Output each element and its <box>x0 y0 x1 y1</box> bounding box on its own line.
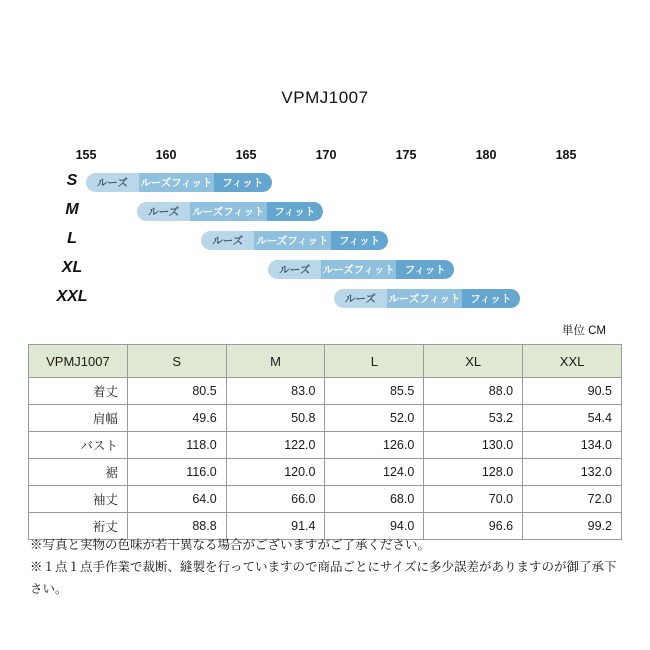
unit-note: 単位 CM <box>561 325 606 337</box>
fit-segment-loosefit: ルーズフィット <box>254 231 331 250</box>
table-cell-value: 128.0 <box>424 459 523 486</box>
table-row-label: 裾 <box>29 459 128 486</box>
fit-segment-fit: フィット <box>396 260 454 279</box>
fit-chart-axis <box>46 148 606 170</box>
fit-bar <box>86 173 272 192</box>
table-header-size-xl: XL <box>424 345 523 378</box>
table-cell-value: 72.0 <box>523 486 622 513</box>
footnote-line: ※１点１点手作業で裁断、縫製を行っていますので商品ごとにサイズに多少誤差がありますのが御了承下さい。 <box>30 559 617 596</box>
fit-segment-fit: フィット <box>267 202 323 221</box>
table-header-size-m: M <box>226 345 325 378</box>
fit-row-size-label: L <box>67 230 77 247</box>
table-cell-value: 66.0 <box>226 486 325 513</box>
fit-row-size-label: S <box>66 172 78 189</box>
table-cell-value: 134.0 <box>523 432 622 459</box>
table-cell-value: 116.0 <box>127 459 226 486</box>
table-row <box>29 432 622 459</box>
table-cell-value: 91.4 <box>226 513 325 540</box>
table-cell-value: 54.4 <box>523 405 622 432</box>
table-cell-value: 83.0 <box>226 378 325 405</box>
table-cell-value: 70.0 <box>424 486 523 513</box>
table-cell-value: 126.0 <box>325 432 424 459</box>
table-row <box>29 405 622 432</box>
size-table-body <box>29 378 622 540</box>
fit-bar <box>334 289 520 308</box>
axis-tick-170: 170 <box>315 148 337 162</box>
axis-tick-180: 180 <box>475 148 497 162</box>
table-row-label: バスト <box>29 432 128 459</box>
fit-row-m <box>46 199 606 228</box>
fit-segment-loose: ルーズ <box>334 289 387 308</box>
table-cell-value: 85.5 <box>325 378 424 405</box>
fit-row-size-label: M <box>65 201 79 218</box>
fit-chart <box>46 148 606 316</box>
table-cell-value: 90.5 <box>523 378 622 405</box>
axis-tick-165: 165 <box>235 148 257 162</box>
table-cell-value: 132.0 <box>523 459 622 486</box>
fit-segment-fit: フィット <box>331 231 389 250</box>
fit-chart-rows <box>46 170 606 315</box>
table-cell-value: 120.0 <box>226 459 325 486</box>
fit-row-xxl <box>46 286 606 315</box>
footnotes <box>30 535 620 601</box>
fit-bar <box>137 202 323 221</box>
table-cell-value: 94.0 <box>325 513 424 540</box>
fit-segment-loosefit: ルーズフィット <box>139 173 214 192</box>
fit-segment-loose: ルーズ <box>137 202 190 221</box>
table-row <box>29 486 622 513</box>
table-row-label: 着丈 <box>29 378 128 405</box>
table-cell-value: 50.8 <box>226 405 325 432</box>
table-header-row <box>29 345 622 378</box>
axis-tick-175: 175 <box>395 148 417 162</box>
fit-segment-loose: ルーズ <box>201 231 254 250</box>
table-header-size-s: S <box>127 345 226 378</box>
table-cell-value: 96.6 <box>424 513 523 540</box>
table-cell-value: 124.0 <box>325 459 424 486</box>
table-cell-value: 122.0 <box>226 432 325 459</box>
axis-tick-155: 155 <box>75 148 97 162</box>
table-cell-value: 53.2 <box>424 405 523 432</box>
table-row <box>29 459 622 486</box>
table-cell-value: 130.0 <box>424 432 523 459</box>
table-cell-value: 88.0 <box>424 378 523 405</box>
fit-segment-loosefit: ルーズフィット <box>321 260 396 279</box>
table-header-size-xxl: XXL <box>523 345 622 378</box>
page-title: VPMJ1007 <box>281 88 369 107</box>
fit-segment-loosefit: ルーズフィット <box>387 289 462 308</box>
table-cell-value: 68.0 <box>325 486 424 513</box>
table-cell-value: 118.0 <box>127 432 226 459</box>
table-cell-value: 52.0 <box>325 405 424 432</box>
table-row-label: 肩幅 <box>29 405 128 432</box>
table-row <box>29 378 622 405</box>
table-row-label: 裄丈 <box>29 513 128 540</box>
fit-segment-fit: フィット <box>462 289 520 308</box>
fit-bar <box>268 260 454 279</box>
fit-row-s <box>46 170 606 199</box>
size-table-head <box>29 345 622 378</box>
table-cell-value: 88.8 <box>127 513 226 540</box>
fit-segment-fit: フィット <box>214 173 272 192</box>
table-cell-value: 64.0 <box>127 486 226 513</box>
table-header-size-l: L <box>325 345 424 378</box>
fit-bar <box>201 231 388 250</box>
table-cell-value: 49.6 <box>127 405 226 432</box>
footnote-line: ※写真と実物の色味が若干異なる場合がございますがご了承ください。 <box>30 538 431 552</box>
fit-segment-loose: ルーズ <box>268 260 321 279</box>
fit-segment-loose: ルーズ <box>86 173 139 192</box>
fit-row-size-label: XL <box>61 259 83 276</box>
table-cell-value: 80.5 <box>127 378 226 405</box>
axis-tick-185: 185 <box>555 148 577 162</box>
table-header-model: VPMJ1007 <box>29 345 128 378</box>
fit-row-xl <box>46 257 606 286</box>
table-row-label: 袖丈 <box>29 486 128 513</box>
fit-segment-loosefit: ルーズフィット <box>190 202 267 221</box>
fit-row-size-label: XXL <box>56 288 88 305</box>
table-cell-value: 99.2 <box>523 513 622 540</box>
axis-tick-160: 160 <box>155 148 177 162</box>
size-table <box>28 344 622 540</box>
fit-row-l <box>46 228 606 257</box>
